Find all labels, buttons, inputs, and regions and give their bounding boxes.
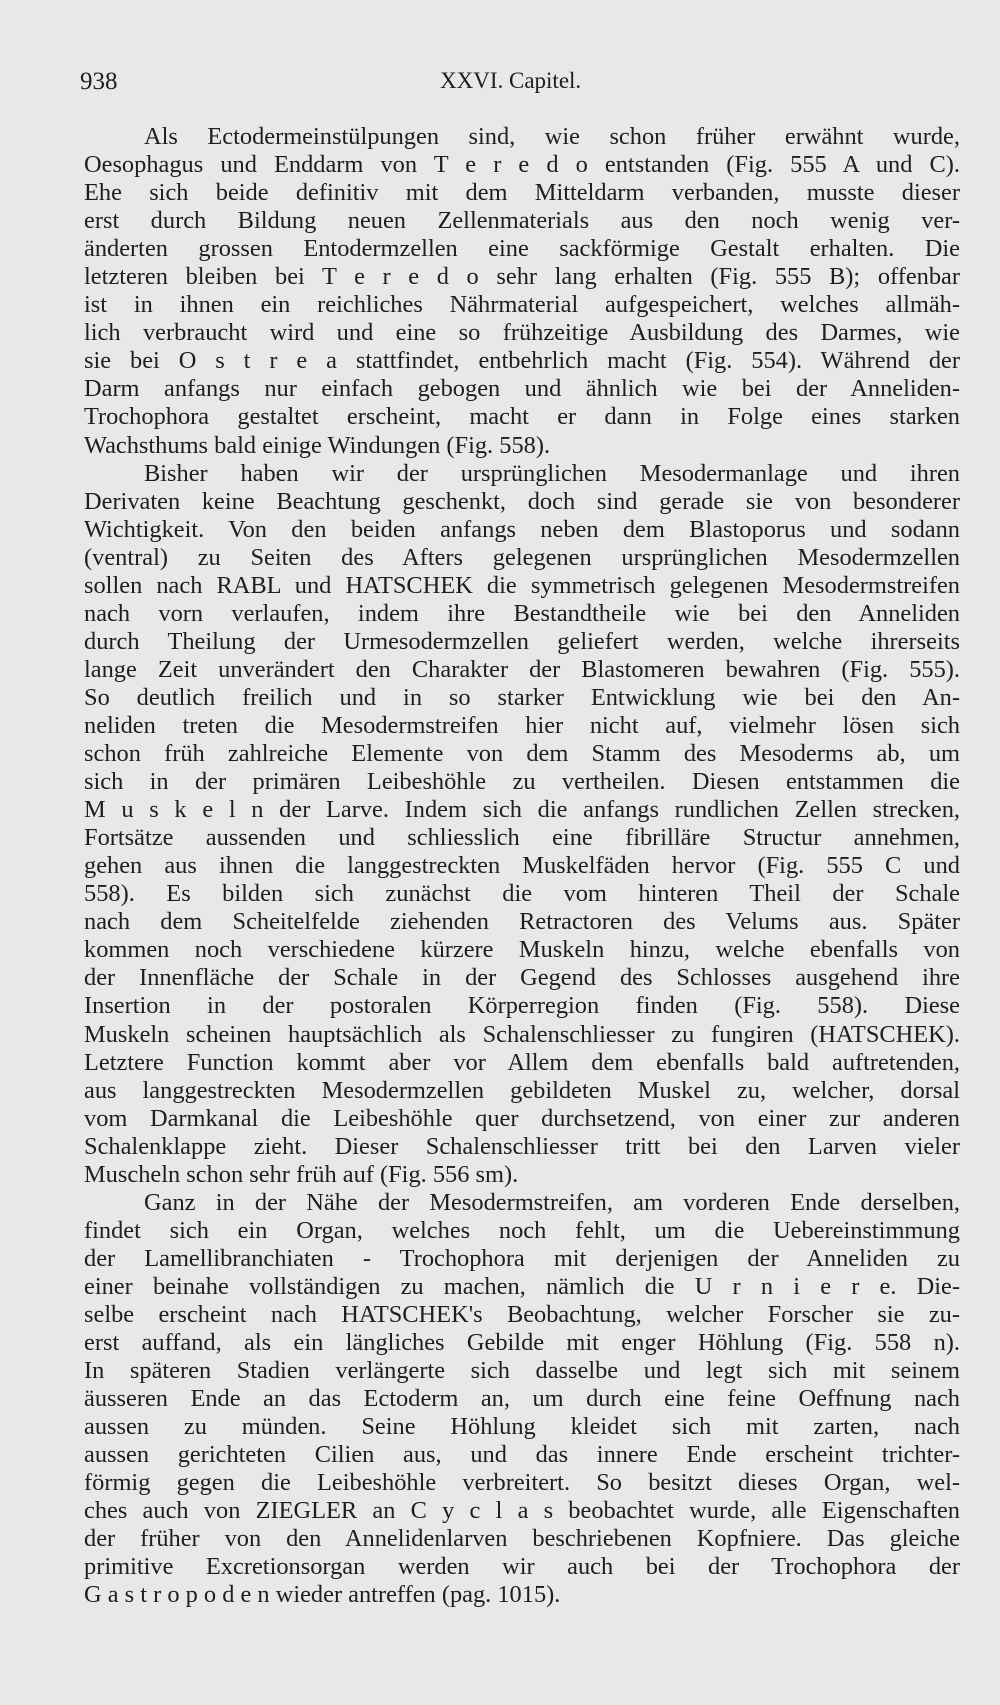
running-head: XXVI. Capitel. xyxy=(440,68,582,93)
text-line: erst durch Bildung neuen Zellenmaterials aus den noch wenig ver- xyxy=(84,207,960,235)
body-text xyxy=(84,123,960,1609)
text-line: Derivaten keine Beachtung geschenkt, doch sind gerade sie von besonderer xyxy=(84,487,960,515)
text-line: nach dem Scheitelfelde ziehenden Retractoren des Velums aus. Später xyxy=(84,908,960,936)
text-line: erst auffand, als ein längliches Gebilde mit enger Höhlung (Fig. 558 n). xyxy=(84,1329,960,1357)
page-number: 938 xyxy=(80,68,118,95)
text-line: Als Ectodermeinstülpungen sind, wie schon früher erwähnt wurde, xyxy=(144,123,960,150)
text-line: Trochophora gestaltet erscheint, macht er dann in Folge eines starken xyxy=(84,403,960,431)
text-line: der Lamellibranchiaten - Trochophora mit derjenigen der Anneliden zu xyxy=(84,1244,960,1272)
text-line: Wachsthums bald einige Windungen (Fig. 558). xyxy=(84,431,551,459)
text-line: Bisher haben wir der ursprünglichen Mesodermanlage und ihren xyxy=(144,459,960,487)
text-line: sie bei O s t r e a stattfindet, entbehrlich macht (Fig. 554). Während der xyxy=(84,347,960,375)
text-line: lange Zeit unverändert den Charakter der Blastomeren bewahren (Fig. 555). xyxy=(84,655,960,683)
text-line: Schalenklappe zieht. Dieser Schalenschliesser tritt bei den Larven vieler xyxy=(84,1132,960,1160)
text-line: (ventral) zu Seiten des Afters gelegenen ursprünglichen Mesodermzellen xyxy=(84,543,960,571)
text-line: förmig gegen die Leibeshöhle verbreitert. So besitzt dieses Organ, wel- xyxy=(84,1469,960,1497)
text-line: durch Theilung der Urmesodermzellen geliefert werden, welche ihrerseits xyxy=(84,627,960,655)
text-line: primitive Excretionsorgan werden wir auch bei der Trochophora der xyxy=(84,1553,960,1581)
text-line: Oesophagus und Enddarm von T e r e d o entstanden (Fig. 555 A und C). xyxy=(84,151,960,179)
text-line: ches auch von ZIEGLER an C y c l a s beobachtet wurde, alle Eigenschaften xyxy=(84,1497,960,1525)
text-line: Muscheln schon sehr früh auf (Fig. 556 sm). xyxy=(84,1160,519,1188)
text-line: M u s k e l n der Larve. Indem sich die anfangs rundlichen Zellen strecken, xyxy=(84,796,960,824)
text-line: Ehe sich beide definitiv mit dem Mitteldarm verbanden, musste dieser xyxy=(84,179,960,207)
text-line: äusseren Ende an das Ectoderm an, um durch eine feine Oeffnung nach xyxy=(84,1385,960,1413)
text-line: der Innenfläche der Schale in der Gegend des Schlosses ausgehend ihre xyxy=(84,964,960,992)
text-line: letzteren bleiben bei T e r e d o sehr lang erhalten (Fig. 555 B); offenbar xyxy=(84,263,960,291)
text-line: In späteren Stadien verlängerte sich dasselbe und legt sich mit seinem xyxy=(84,1357,960,1385)
text-line: Wichtigkeit. Von den beiden anfangs neben dem Blastoporus und sodann xyxy=(84,515,960,543)
text-line: findet sich ein Organ, welches noch fehlt, um die Uebereinstimmung xyxy=(84,1216,960,1244)
text-line: neliden treten die Mesodermstreifen hier nicht auf, vielmehr lösen sich xyxy=(84,711,960,739)
text-line: G a s t r o p o d e n wieder antreffen (pag. 1015). xyxy=(84,1581,561,1609)
text-line: sich in der primären Leibeshöhle zu vertheilen. Diesen entstammen die xyxy=(84,768,960,796)
text-line: gehen aus ihnen die langgestreckten Muskelfäden hervor (Fig. 555 C und xyxy=(84,852,960,880)
text-line: änderten grossen Entodermzellen eine sackförmige Gestalt erhalten. Die xyxy=(84,235,960,263)
text-line: ist in ihnen ein reichliches Nährmaterial aufgespeichert, welches allmäh- xyxy=(84,291,960,319)
text-line: lich verbraucht wird und eine so frühzeitige Ausbildung des Darmes, wie xyxy=(84,319,960,347)
text-line: nach vorn verlaufen, indem ihre Bestandtheile wie bei den Anneliden xyxy=(84,599,960,627)
text-line: aus langgestreckten Mesodermzellen gebildeten Muskel zu, welcher, dorsal xyxy=(84,1076,960,1104)
text-line: kommen noch verschiedene kürzere Muskeln hinzu, welche ebenfalls von xyxy=(84,936,960,964)
text-line: 558). Es bilden sich zunächst die vom hinteren Theil der Schale xyxy=(84,880,960,908)
text-line: aussen gerichteten Cilien aus, und das innere Ende erscheint trichter- xyxy=(84,1441,960,1469)
text-line: So deutlich freilich und in so starker Entwicklung wie bei den An- xyxy=(84,683,960,711)
text-line: Fortsätze aussenden und schliesslich eine fibrilläre Structur annehmen, xyxy=(84,824,960,852)
text-line: Letztere Function kommt aber vor Allem dem ebenfalls bald auftretenden, xyxy=(84,1048,960,1076)
text-line: der früher von den Annelidenlarven beschriebenen Kopfniere. Das gleiche xyxy=(84,1525,960,1553)
text-line: vom Darmkanal die Leibeshöhle quer durchsetzend, von einer zur anderen xyxy=(84,1104,960,1132)
text-line: aussen zu münden. Seine Höhlung kleidet sich mit zarten, nach xyxy=(84,1413,960,1441)
text-line: Darm anfangs nur einfach gebogen und ähnlich wie bei der Anneliden- xyxy=(84,375,960,403)
text-line: Ganz in der Nähe der Mesodermstreifen, am vorderen Ende derselben, xyxy=(144,1188,960,1216)
text-line: selbe erscheint nach HATSCHEK's Beobachtung, welcher Forscher sie zu- xyxy=(84,1300,960,1328)
text-line: einer beinahe vollständigen zu machen, nämlich die U r n i e r e. Die- xyxy=(84,1272,960,1300)
text-line: Muskeln scheinen hauptsächlich als Schalenschliesser zu fungiren (HATSCHEK). xyxy=(84,1020,960,1048)
text-line: schon früh zahlreiche Elemente von dem Stamm des Mesoderms ab, um xyxy=(84,740,960,768)
text-line: sollen nach RABL und HATSCHEK die symmetrisch gelegenen Mesodermstreifen xyxy=(84,571,960,599)
text-line: Insertion in der postoralen Körperregion finden (Fig. 558). Diese xyxy=(84,992,960,1020)
